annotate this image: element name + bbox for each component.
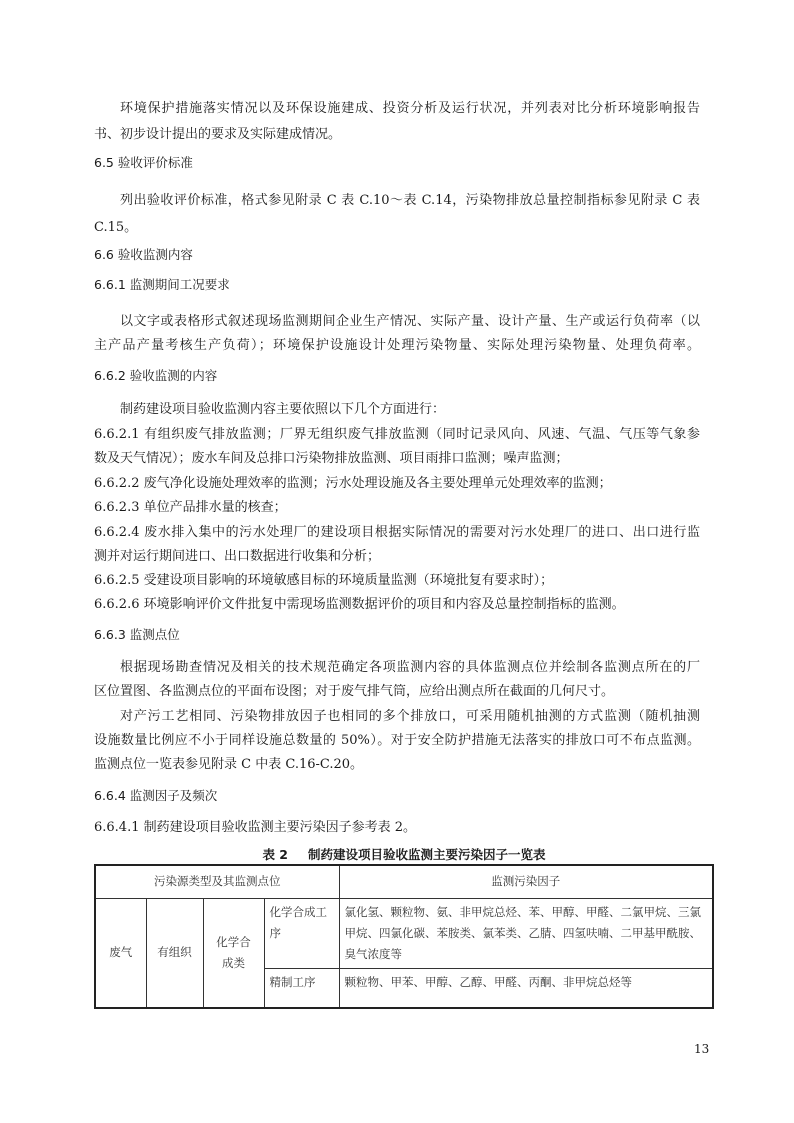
paragraph-line: C.15。 xyxy=(94,220,138,235)
paragraph-line: 主产品产量考核生产负荷）；环境保护设施设计处理污染物量、实际处理污染物量、处理负荷率。 xyxy=(94,338,700,353)
table-header-row xyxy=(95,865,713,898)
paragraph-line: 列出验收评价标准，格式参见附录 C 表 C.10～表 C.14，污染物排放总量控制指标参见附录 C 表 xyxy=(120,193,700,208)
table-caption xyxy=(94,845,714,863)
heading-6-6-4: 6.6.4 监测因子及频次 xyxy=(94,788,218,803)
list-item: 6.6.2.5 受建设项目影响的环境敏感目标的环境质量监测（环境批复有要求时）； xyxy=(94,573,554,588)
heading-6-6-3: 6.6.3 监测点位 xyxy=(94,627,180,642)
paragraph-line: 区位置图、各监测点位的平面布设图；对于废气排气筒，应给出测点所在截面的几何尺寸。 xyxy=(94,684,615,699)
cell-category: 化学合成类 xyxy=(203,898,264,1008)
cell-factors: 氯化氢、颗粒物、氨、非甲烷总烃、苯、甲醇、甲醛、二氯甲烷、三氯甲烷、四氯化碳、苯胺类、氯苯类、乙腈、四氢呋喃、二甲基甲酰胺、臭气浓度等 xyxy=(339,898,713,968)
cell-process: 化学合成工序 xyxy=(264,898,339,968)
heading-6-5: 6.5 验收评价标准 xyxy=(94,155,193,170)
heading-6-6-1: 6.6.1 监测期间工况要求 xyxy=(94,277,230,292)
cell-source-type: 废气 xyxy=(95,898,146,1008)
list-item: 6.6.2.3 单位产品排水量的核查； xyxy=(94,500,287,515)
paragraph-line: 6.6.4.1 制药建设项目验收监测主要污染因子参考表 2。 xyxy=(94,820,417,835)
list-item: 6.6.2.2 废气净化设施处理效率的监测；污水处理设施及各主要处理单元处理效率的监测； xyxy=(94,476,612,491)
paragraph-line: 设施数量比例应不小于同样设施总数量的 50%）。对于安全防护措施无法落实的排放口可不布点监测。 xyxy=(94,733,700,748)
list-item: 数及天气情况）；废水车间及总排口污染物排放监测、项目雨排口监测；噪声监测； xyxy=(94,451,569,466)
paragraph-line: 制药建设项目验收监测内容主要依照以下几个方面进行： xyxy=(120,402,446,417)
paragraph-line: 书、初步设计提出的要求及实际建成情况。 xyxy=(94,127,342,142)
page-number: 13 xyxy=(694,1042,710,1056)
cell-emission-mode: 有组织 xyxy=(146,898,203,1008)
table-title: 制药建设项目验收监测主要污染因子一览表 xyxy=(308,847,546,862)
list-item: 测并对运行期间进口、出口数据进行收集和分析； xyxy=(94,549,381,564)
heading-6-6-2: 6.6.2 验收监测的内容 xyxy=(94,368,218,383)
cell-factors: 颗粒物、甲苯、甲醇、乙醇、甲醛、丙酮、非甲烷总烃等 xyxy=(339,968,713,1008)
pollutant-factor-table xyxy=(94,864,714,1009)
list-item: 6.6.2.6 环境影响评价文件批复中需现场监测数据评价的项目和内容及总量控制指标的监测。 xyxy=(94,597,625,612)
paragraph-line: 监测点位一览表参见附录 C 中表 C.16-C.20。 xyxy=(94,757,364,772)
paragraph-line: 环境保护措施落实情况以及环保设施建成、投资分析及运行状况，并列表对比分析环境影响报告 xyxy=(120,101,700,116)
table-row xyxy=(95,898,713,968)
paragraph-line: 以文字或表格形式叙述现场监测期间企业生产情况、实际产量、设计产量、生产或运行负荷率（以 xyxy=(120,314,700,329)
header-cell: 监测污染因子 xyxy=(339,865,713,898)
cell-process: 精制工序 xyxy=(264,968,339,1008)
heading-6-6: 6.6 验收监测内容 xyxy=(94,247,193,262)
paragraph-line: 根据现场勘查情况及相关的技术规范确定各项监测内容的具体监测点位并绘制各监测点所在的厂 xyxy=(120,660,700,675)
table-number: 表 2 xyxy=(262,847,289,862)
header-cell: 污染源类型及其监测点位 xyxy=(95,865,339,898)
list-item: 6.6.2.4 废水排入集中的污水处理厂的建设项目根据实际情况的需要对污水处理厂的进口、出口进行监 xyxy=(94,525,700,540)
paragraph-line: 对产污工艺相同、污染物排放因子也相同的多个排放口，可采用随机抽测的方式监测（随机抽测 xyxy=(120,709,700,724)
list-item: 6.6.2.1 有组织废气排放监测；厂界无组织废气排放监测（同时记录风向、风速、气温、气压等气象参 xyxy=(94,427,700,442)
